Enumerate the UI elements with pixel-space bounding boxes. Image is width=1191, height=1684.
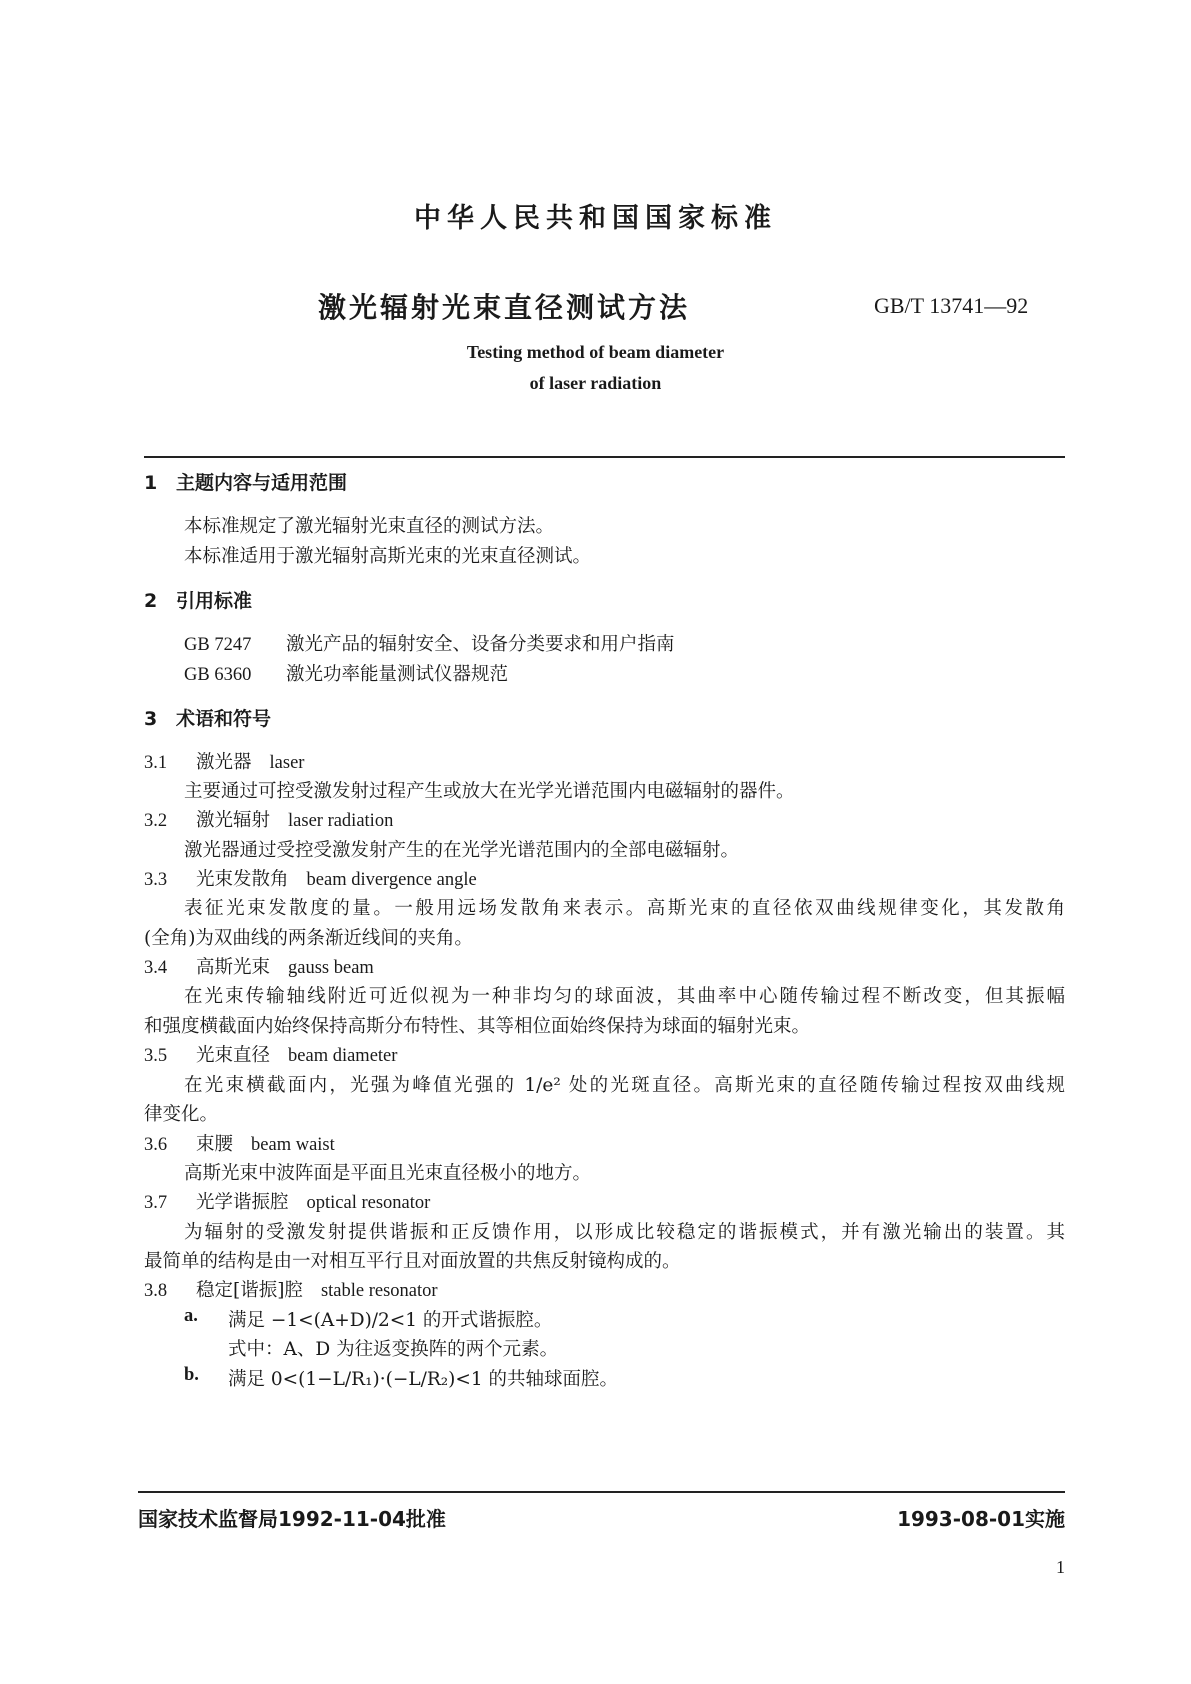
term-heading bbox=[144, 1276, 438, 1302]
section-number: 2 bbox=[144, 590, 158, 612]
term-number: 3.1 bbox=[144, 753, 168, 773]
term-english: stable resonator bbox=[320, 1281, 438, 1301]
section-heading-1 bbox=[144, 468, 347, 495]
term-number: 3.6 bbox=[144, 1135, 168, 1155]
term-english: gauss beam bbox=[288, 958, 374, 978]
term-english: laser bbox=[269, 753, 305, 773]
term-heading bbox=[144, 1041, 397, 1067]
document-title-cn: 激光辐射光束直径测试方法 bbox=[318, 291, 691, 324]
term-heading bbox=[144, 806, 393, 832]
term-number: 3.3 bbox=[144, 870, 168, 890]
term-chinese: 光束发散角 bbox=[196, 869, 289, 890]
footer-divider bbox=[138, 1491, 1065, 1493]
list-item-text: 满足 0<(1−L/R₁)·(−L/R₂)<1 的共轴球面腔。 bbox=[228, 1369, 619, 1390]
term-heading bbox=[144, 1130, 335, 1156]
reference-title: 激光功率能量测试仪器规范 bbox=[286, 664, 509, 685]
term-chinese: 束腰 bbox=[196, 1134, 234, 1155]
effective-date: 1993-08-01实施 bbox=[897, 1507, 1065, 1531]
section-number: 3 bbox=[144, 708, 158, 730]
term-english: laser radiation bbox=[288, 811, 394, 831]
term-english: optical resonator bbox=[306, 1193, 431, 1213]
term-definition: 主要通过可控受激发射过程产生或放大在光学光谱范围内电磁辐射的器件。 bbox=[184, 781, 795, 802]
section-number: 1 bbox=[144, 472, 158, 494]
term-definition: 高斯光束中波阵面是平面且光束直径极小的地方。 bbox=[184, 1163, 592, 1184]
term-definition: 激光器通过受控受激发射产生的在光学光谱范围内的全部电磁辐射。 bbox=[184, 840, 740, 861]
approval-date: 国家技术监督局1992-11-04批准 bbox=[138, 1507, 446, 1531]
section-title: 主题内容与适用范围 bbox=[176, 472, 348, 494]
term-heading bbox=[144, 748, 304, 774]
term-number: 3.7 bbox=[144, 1193, 168, 1213]
section-heading-3 bbox=[144, 704, 271, 731]
term-chinese: 光束直径 bbox=[196, 1045, 271, 1066]
reference-code: GB 6360 bbox=[184, 665, 252, 685]
term-definition: 最简单的结构是由一对相互平行且对面放置的共焦反射镜构成的。 bbox=[144, 1251, 681, 1272]
page-number: 1 bbox=[1056, 1557, 1065, 1577]
list-item-note: 式中：A、D 为往返变换阵的两个元素。 bbox=[228, 1339, 559, 1360]
term-number: 3.4 bbox=[144, 958, 168, 978]
document-title-en-line1: Testing method of beam diameter bbox=[466, 342, 725, 362]
term-heading bbox=[144, 953, 374, 979]
document-title-en-line2: of laser radiation bbox=[529, 373, 662, 393]
term-number: 3.8 bbox=[144, 1281, 168, 1301]
term-heading bbox=[144, 865, 477, 891]
term-definition: 为辐射的受激发射提供谐振和正反馈作用，以形成比较稳定的谐振模式，并有激光输出的装置。其 bbox=[184, 1222, 1065, 1243]
term-heading bbox=[144, 1188, 430, 1214]
term-number: 3.2 bbox=[144, 811, 168, 831]
paragraph: 本标准规定了激光辐射光束直径的测试方法。 bbox=[184, 516, 555, 537]
standard-code: GB/T 13741—92 bbox=[874, 293, 1029, 318]
term-definition: 在光束横截面内，光强为峰值光强的 1/e² 处的光斑直径。高斯光束的直径随传输过程按双曲线规 bbox=[184, 1075, 1065, 1096]
term-chinese: 光学谐振腔 bbox=[196, 1192, 289, 1213]
term-chinese: 激光器 bbox=[196, 752, 252, 773]
section-title: 引用标准 bbox=[176, 590, 253, 612]
term-english: beam divergence angle bbox=[306, 870, 477, 890]
term-definition: 表征光束发散度的量。一般用远场发散角来表示。高斯光束的直径依双曲线规律变化，其发散角 bbox=[184, 898, 1065, 919]
reference-title: 激光产品的辐射安全、设备分类要求和用户指南 bbox=[286, 634, 675, 655]
term-english: beam diameter bbox=[288, 1046, 398, 1066]
term-definition: 和强度横截面内始终保持高斯分布特性、其等相位面始终保持为球面的辐射光束。 bbox=[144, 1016, 811, 1037]
reference-item bbox=[184, 660, 508, 686]
section-heading-2 bbox=[144, 586, 252, 613]
term-number: 3.5 bbox=[144, 1046, 168, 1066]
list-item-text: 满足 −1<(A+D)/2<1 的开式谐振腔。 bbox=[228, 1310, 553, 1331]
term-chinese: 激光辐射 bbox=[196, 810, 271, 831]
list-item-label: b. bbox=[184, 1365, 199, 1385]
term-chinese: 稳定[谐振]腔 bbox=[196, 1280, 303, 1301]
term-definition: 律变化。 bbox=[144, 1104, 219, 1125]
list-item-label: a. bbox=[184, 1306, 198, 1326]
term-chinese: 高斯光束 bbox=[196, 957, 271, 978]
term-english: beam waist bbox=[251, 1135, 335, 1155]
reference-item bbox=[184, 630, 675, 656]
term-definition: (全角)为双曲线的两条渐近线间的夹角。 bbox=[144, 928, 473, 949]
issuer-heading: 中华人民共和国国家标准 bbox=[414, 203, 777, 234]
paragraph: 本标准适用于激光辐射高斯光束的光束直径测试。 bbox=[184, 546, 592, 567]
header-divider bbox=[144, 456, 1065, 458]
section-title: 术语和符号 bbox=[176, 708, 272, 730]
reference-code: GB 7247 bbox=[184, 635, 252, 655]
term-definition: 在光束传输轴线附近可近似视为一种非均匀的球面波，其曲率中心随传输过程不断改变，但其振幅 bbox=[184, 986, 1065, 1007]
